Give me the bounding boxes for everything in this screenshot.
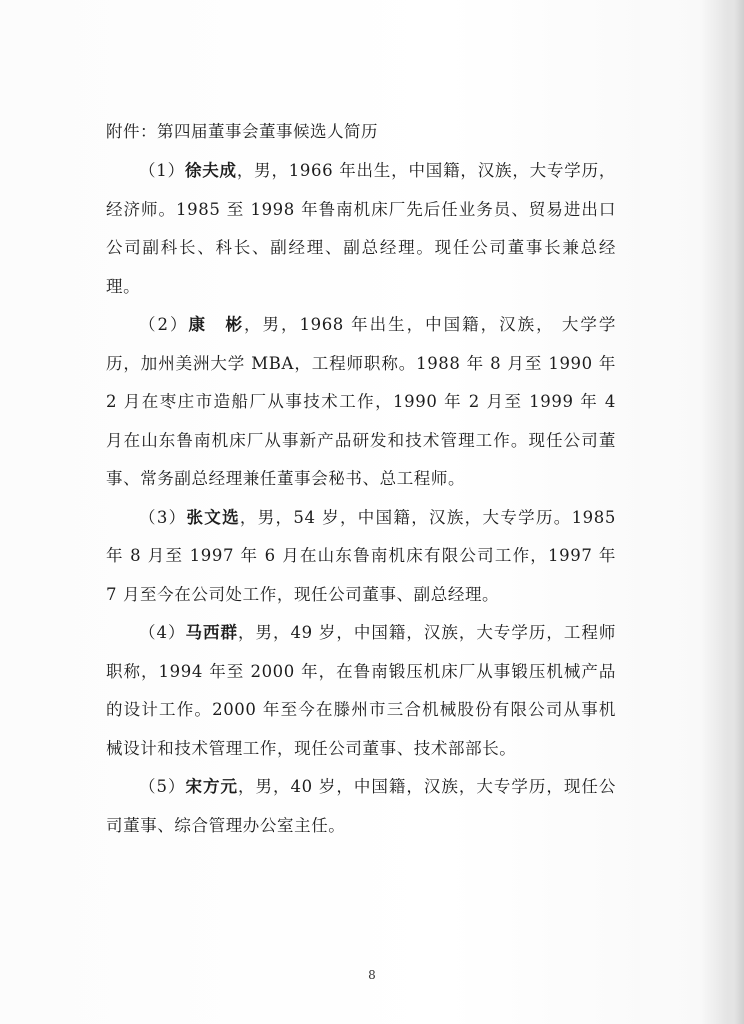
candidate-name: 康 彬 [188, 315, 244, 334]
candidate-name: 徐夫成 [184, 161, 237, 180]
candidate-bio-3 [106, 499, 616, 615]
candidate-name: 张文选 [186, 507, 240, 527]
candidate-number: （1） [139, 161, 185, 180]
attachment-title: 附件：第四届董事会董事候选人简历 [106, 122, 378, 141]
candidate-number: （3） [139, 507, 187, 527]
candidate-name: 马西群 [185, 623, 238, 642]
candidate-name: 宋方元 [185, 777, 238, 796]
candidate-description: ，男，1968 年出生，中国籍，汉族， 大学学历，加州美洲大学 MBA，工程师职称。1988 年 8 月至 1990 年 2 月在枣庄市造船厂从事技术工作，1990 年 2 月至 1999 年 4 月在山东鲁南机床厂从事新产品研发和技术管理工作。现任公司董事、常务副总经理兼任董事会秘书、总工程师。 [106, 315, 616, 488]
candidate-bio-5 [106, 768, 616, 845]
candidate-number: （4） [139, 623, 186, 642]
document-body [106, 112, 616, 845]
candidate-description: ，男，54 岁，中国籍，汉族，大专学历。1985 年 8 月至 1997 年 6 月在山东鲁南机床有限公司工作，1997 年 7 月至今在公司处工作，现任公司董事、副总经理。 [106, 507, 616, 604]
candidate-description: ，男，49 岁，中国籍，汉族，大专学历，工程师职称，1994 年至 2000 年，在鲁南锻压机床厂从事锻压机械产品的设计工作。2000 年至今在滕州市三合机械股份有限公司从事机械设计和技术管理工作，现任公司董事、技术部部长。 [106, 623, 616, 758]
candidate-number: （2） [139, 315, 189, 334]
candidate-bio-4 [106, 614, 616, 768]
candidate-description: ，男，40 岁，中国籍，汉族，大专学历，现任公司董事、综合管理办公室主任。 [106, 777, 616, 835]
candidate-bio-1 [106, 152, 616, 306]
candidate-description: ，男，1966 年出生，中国籍，汉族，大专学历，经济师。1985 至 1998 年鲁南机床厂先后任业务员、贸易进出口公司副科长、科长、副经理、副总经理。现任公司董事长兼总经理。 [106, 161, 616, 296]
page-number: 8 [368, 968, 376, 982]
candidate-bio-2 [106, 306, 616, 499]
scan-page-edge [722, 0, 744, 1024]
candidate-number: （5） [139, 777, 186, 796]
